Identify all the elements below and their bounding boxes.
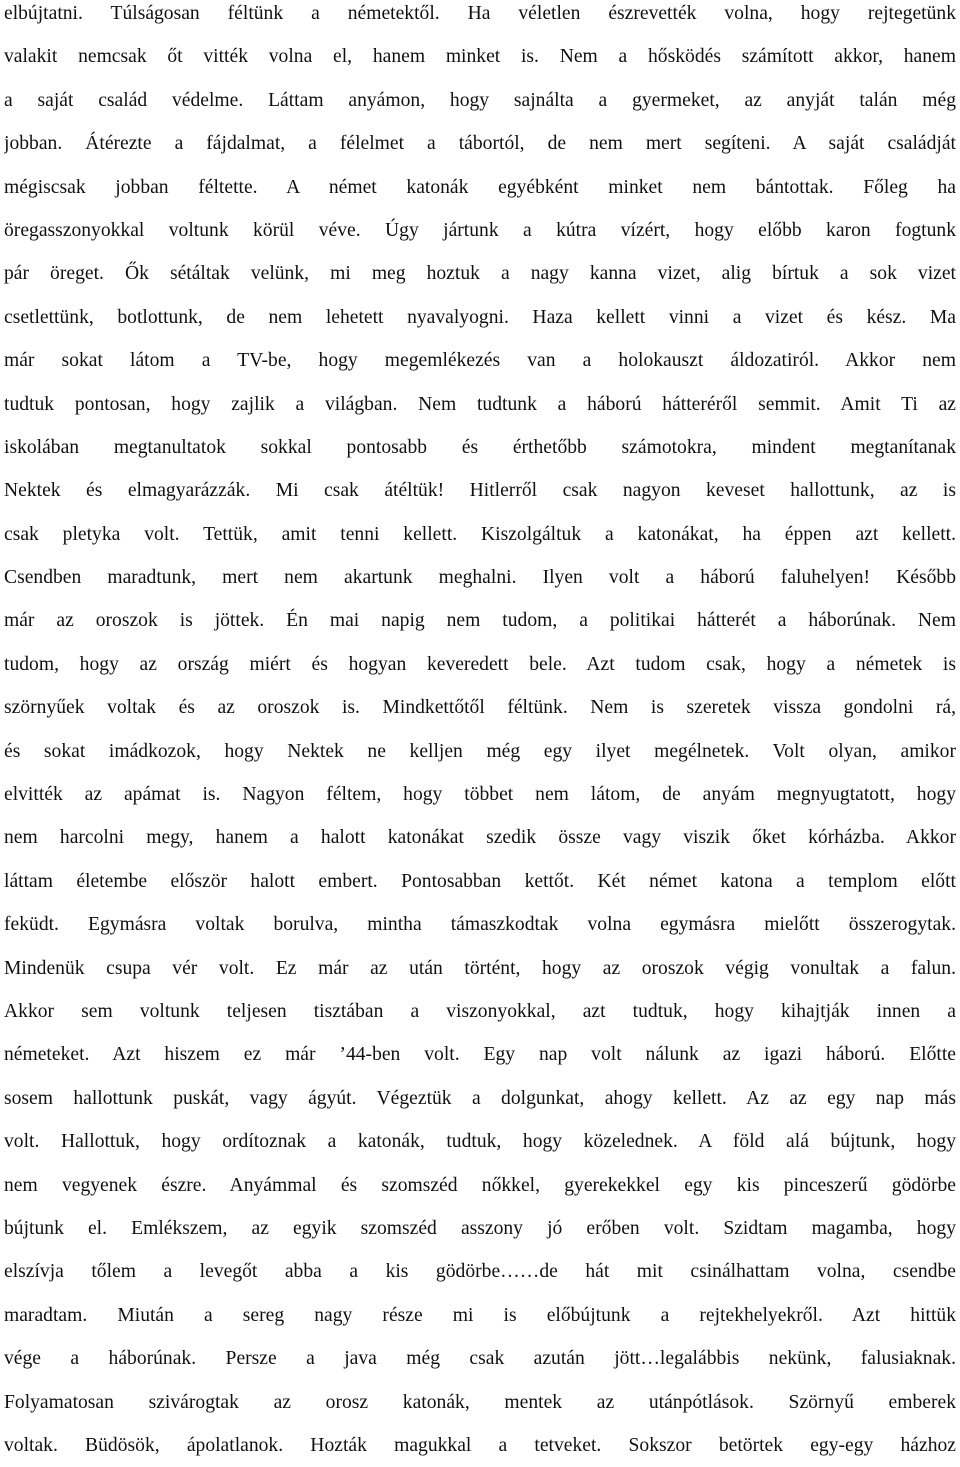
text-line: és sokat imádkozok, hogy Nektek ne kelljen még egy ilyet megélnetek. Volt olyan, amikor (4, 740, 956, 762)
text-line: pár öreget. Ők sétáltak velünk, mi meg hoztuk a nagy kanna vizet, alig bírtuk a sok vizet (4, 263, 956, 285)
text-line: már az oroszok is jöttek. Én mai napig nem tudom, a politikai hátterét a háborúnak. Nem (4, 610, 956, 632)
text-line: a saját család védelme. Láttam anyámon, hogy sajnálta a gyermeket, az anyját talán még (4, 89, 956, 111)
text-line: jobban. Átérezte a fájdalmat, a félelmet a tábortól, de nem mert segíteni. A saját családját (4, 133, 956, 155)
text-line: iskolában megtanultatok sokkal pontosabb és érthetőbb számotokra, mindent megtanítanak (4, 436, 956, 458)
text-line: Akkor sem voltunk teljesen tisztában a viszonyokkal, azt tudtuk, hogy kihajtják innen a (4, 1000, 956, 1022)
text-line: tudom, hogy az ország miért és hogyan keveredett bele. Azt tudom csak, hogy a németek is (4, 653, 956, 675)
text-line: öregasszonyokkal voltunk körül véve. Úgy jártunk a kútra vízért, hogy előbb karon fogtunk (4, 219, 956, 241)
text-line: feküdt. Egymásra voltak borulva, mintha támaszkodtak volna egymásra mielőtt összerogytak. (4, 914, 956, 936)
text-line: nem vegyenek észre. Anyámmal és szomszéd nőkkel, gyerekekkel egy kis pinceszerű gödörbe (4, 1174, 956, 1196)
text-line: tudtuk pontosan, hogy zajlik a világban. Nem tudtunk a háború hátteréről semmit. Amit Ti az (4, 393, 956, 415)
text-line: volt. Hallottuk, hogy ordítoznak a katonák, tudtuk, hogy közelednek. A föld alá bújtunk, hogy (4, 1131, 956, 1153)
text-line: láttam életembe először halott embert. Pontosabban kettőt. Két német katona a templom előtt (4, 870, 956, 892)
text-line: bújtunk el. Emlékszem, az egyik szomszéd asszony jó erőben volt. Szidtam magamba, hogy (4, 1217, 956, 1239)
text-line: németeket. Azt hiszem ez már ’44-ben volt. Egy nap volt nálunk az igazi háború. Előtte (4, 1044, 956, 1066)
text-line: vége a háborúnak. Persze a java még csak azután jött…legalábbis nekünk, falusiaknak. (4, 1348, 956, 1370)
text-line: voltak. Büdösök, ápolatlanok. Hozták magukkal a tetveket. Sokszor betörtek egy-egy házhoz (4, 1434, 956, 1456)
text-line: valakit nemcsak őt vitték volna el, hanem minket is. Nem a hősködés számított akkor, hanem (4, 46, 956, 68)
text-line: csetlettünk, botlottunk, de nem lehetett nyavalyogni. Haza kellett vinni a vizet és kész. Ma (4, 306, 956, 328)
text-line: elbújtatni. Túlságosan féltünk a németektől. Ha véletlen észrevették volna, hogy rejtegetünk (4, 3, 956, 24)
text-line: elvitték az apámat is. Nagyon féltem, hogy többet nem látom, de anyám megnyugtatott, hogy (4, 784, 956, 806)
text-line: csak pletyka volt. Tettük, amit tenni kellett. Kiszolgáltuk a katonákat, ha éppen azt kellett. (4, 523, 956, 545)
text-line: szörnyűek voltak és az oroszok is. Mindkettőtől féltünk. Nem is szeretek vissza gondolni rá, (4, 697, 956, 719)
body-text (4, 0, 956, 1467)
text-line: mégiscsak jobban féltette. A német katonák egyébként minket nem bántottak. Főleg ha (4, 176, 956, 198)
text-line: Nektek és elmagyarázzák. Mi csak átéltük! Hitlerről csak nagyon keveset hallottunk, az is (4, 480, 956, 502)
text-line: Mindenük csupa vér volt. Ez már az után történt, hogy az oroszok végig vonultak a falun. (4, 957, 956, 979)
text-line: sosem hallottunk puskát, vagy ágyút. Végeztük a dolgunkat, ahogy kellett. Az az egy nap más (4, 1087, 956, 1109)
text-line: Csendben maradtunk, mert nem akartunk meghalni. Ilyen volt a háború faluhelyen! Később (4, 567, 956, 589)
text-line: nem harcolni megy, hanem a halott katonákat szedik össze vagy viszik őket kórházba. Akkor (4, 827, 956, 849)
text-line: elszívja tőlem a levegőt abba a kis gödörbe……de hát mit csinálhattam volna, csendbe (4, 1261, 956, 1283)
text-line: Folyamatosan szivárogtak az orosz katonák, mentek az utánpótlások. Szörnyű emberek (4, 1391, 956, 1413)
text-line: maradtam. Miután a sereg nagy része mi is előbújtunk a rejtekhelyekről. Azt hittük (4, 1304, 956, 1326)
text-line: már sokat látom a TV-be, hogy megemlékezés van a holokauszt áldozatiról. Akkor nem (4, 350, 956, 372)
